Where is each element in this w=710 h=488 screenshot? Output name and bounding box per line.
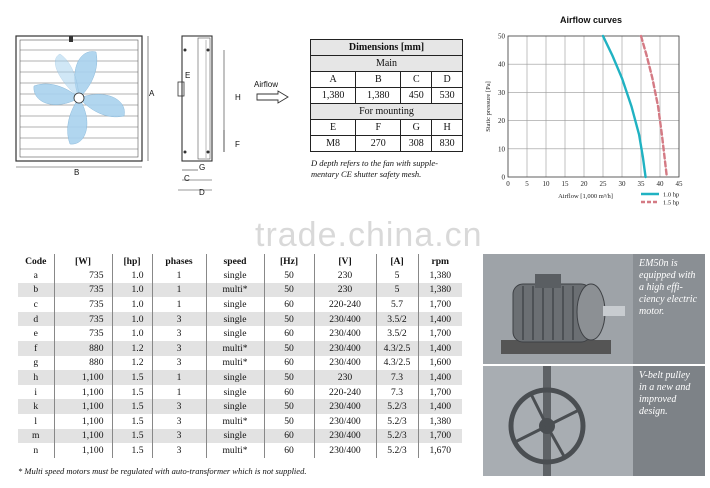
spec-cell: 3 (152, 414, 206, 429)
spec-row (18, 414, 462, 429)
y-tick-label: 0 (501, 173, 505, 182)
spec-cell: multi* (206, 341, 264, 356)
dim-value: 308 (401, 136, 432, 152)
spec-cell: 230/400 (314, 326, 376, 341)
spec-cell: 5.7 (376, 297, 418, 312)
spec-cell: e (33, 328, 38, 340)
dim-value: M8 (311, 136, 356, 152)
spec-cell: 1,100 (54, 414, 112, 429)
spec-cell: 7.3 (376, 370, 418, 385)
spec-row (18, 399, 462, 414)
spec-cell: 60 (264, 356, 314, 371)
spec-cell: 60 (264, 385, 314, 400)
spec-cell: 50 (264, 283, 314, 298)
spec-cell: 5.2/3 (376, 399, 418, 414)
pulley-caption (639, 370, 690, 418)
spec-cell: 880 (54, 341, 112, 356)
spec-cell: 230 (314, 268, 376, 283)
spec-cell: 220-240 (314, 297, 376, 312)
spec-footnote: * Multi speed motors must be regulated with auto-transformer which is not supplied. (18, 466, 307, 476)
dim-value: 270 (356, 136, 401, 152)
spec-cell: 1 (152, 370, 206, 385)
spec-cell: single (206, 297, 264, 312)
spec-row (18, 341, 462, 356)
dim-header: E (311, 120, 356, 136)
spec-cell: 1,100 (54, 399, 112, 414)
spec-header: Code (25, 255, 47, 267)
spec-cell: 1,380 (418, 268, 462, 283)
spec-cell: 3 (152, 429, 206, 444)
spec-cell: 60 (264, 326, 314, 341)
spec-cell: 5.2/3 (376, 443, 418, 458)
x-axis-label: Airflow [1,000 m³/h] (558, 193, 613, 200)
spec-cell: 230 (314, 370, 376, 385)
dim-header: F (356, 120, 401, 136)
spec-header: speed (206, 254, 264, 268)
fan-front-drawing (8, 30, 178, 180)
x-tick-label: 5 (525, 180, 529, 188)
spec-row (18, 268, 462, 283)
dim-d-label: D (199, 188, 205, 197)
caption-line: EM50n is (639, 258, 678, 269)
spec-cell: 1.5 (112, 370, 152, 385)
spec-cell: 3 (152, 443, 206, 458)
spec-cell: 3.5/2 (376, 312, 418, 327)
spec-cell: multi* (206, 414, 264, 429)
spec-cell: 60 (264, 443, 314, 458)
spec-header: [V] (314, 254, 376, 268)
dim-header: C (401, 72, 432, 88)
spec-cell: single (206, 429, 264, 444)
spec-cell: 3 (152, 312, 206, 327)
spec-cell: i (34, 386, 38, 398)
pulley-image (483, 366, 633, 476)
series-line-0 (603, 36, 646, 177)
spec-cell: single (206, 399, 264, 414)
spec-cell: 7.3 (376, 385, 418, 400)
motor-photo-panel (483, 254, 705, 364)
dimensions-table (310, 39, 463, 152)
spec-cell: 3 (152, 356, 206, 371)
dim-value: 530 (432, 88, 463, 104)
y-tick-label: 20 (498, 117, 505, 126)
spec-cell: 880 (54, 356, 112, 371)
caption-line: ciency electric (639, 294, 698, 305)
spec-cell: 230 (314, 283, 376, 298)
spec-cell: 1,700 (418, 326, 462, 341)
spec-cell: a (33, 269, 38, 281)
spec-cell: 1,400 (418, 370, 462, 385)
dimensions-note (311, 158, 481, 180)
spec-cell: single (206, 312, 264, 327)
spec-header: [A] (376, 254, 418, 268)
spec-cell: 1.5 (112, 443, 152, 458)
spec-cell: 1,100 (54, 443, 112, 458)
caption-line: V-belt pulley (639, 370, 690, 381)
note-line: D depth refers to the fan with supple- (311, 158, 438, 168)
spec-cell: multi* (206, 283, 264, 298)
spec-cell: 230/400 (314, 443, 376, 458)
fan-side-drawing (168, 30, 248, 200)
dim-g-label: G (199, 163, 206, 172)
spec-cell: 1.0 (112, 268, 152, 283)
spec-cell: 1,670 (418, 443, 462, 458)
spec-cell: h (18, 370, 54, 385)
caption-line: improved (639, 394, 677, 405)
spec-cell: c (33, 298, 38, 310)
pulley-photo-panel (483, 366, 705, 476)
spec-cell: 5 (376, 283, 418, 298)
spec-cell: 735 (54, 283, 112, 298)
dim-a-label: A (149, 89, 155, 98)
x-tick-label: 40 (656, 180, 664, 188)
spec-cell: 50 (264, 414, 314, 429)
spec-row (18, 283, 462, 298)
spec-cell: m (18, 429, 54, 444)
spec-header-row (18, 254, 462, 268)
spec-header: phases (152, 254, 206, 268)
spec-cell: 50 (264, 370, 314, 385)
airflow-arrow-icon (256, 90, 290, 104)
spec-row (18, 385, 462, 400)
spec-cell: 1 (152, 283, 206, 298)
spec-cell: 4.3/2.5 (376, 341, 418, 356)
spec-cell: l (34, 415, 38, 427)
spec-cell: 220-240 (314, 385, 376, 400)
y-tick-label: 30 (498, 88, 505, 97)
spec-row (18, 326, 462, 341)
spec-cell: 4.3/2.5 (376, 356, 418, 371)
spec-cell: n (33, 444, 39, 456)
x-tick-label: 15 (561, 180, 569, 188)
dim-header: B (356, 72, 401, 88)
spec-cell: 1 (152, 268, 206, 283)
spec-cell: 3 (152, 341, 206, 356)
spec-row (18, 429, 462, 444)
dim-c-label: C (184, 174, 190, 183)
dim-header: A (311, 72, 356, 88)
dim-value: 1,380 (356, 88, 401, 104)
series-line-1 (641, 36, 667, 177)
dim-b-label: B (74, 168, 80, 177)
watermark: trade.china.cn (255, 216, 483, 254)
legend-label: 1.5 hp (663, 199, 680, 207)
spec-header: rpm (418, 254, 462, 268)
spec-cell: d (18, 312, 54, 327)
spec-cell: single (206, 385, 264, 400)
spec-cell: 1.5 (112, 414, 152, 429)
x-tick-label: 20 (580, 180, 588, 188)
spec-cell: 735 (54, 297, 112, 312)
spec-cell: 1.0 (112, 312, 152, 327)
spec-cell: 230/400 (314, 414, 376, 429)
spec-row (18, 356, 462, 371)
spec-header: [hp] (112, 254, 152, 268)
x-tick-label: 25 (599, 180, 607, 188)
spec-cell: 1.0 (112, 283, 152, 298)
spec-cell: 50 (264, 341, 314, 356)
dim-header: G (401, 120, 432, 136)
main-label: Main (311, 56, 463, 72)
dim-value: 450 (401, 88, 432, 104)
spec-cell: 230/400 (314, 341, 376, 356)
spec-cell: 1,100 (54, 429, 112, 444)
spec-cell: 1,400 (418, 341, 462, 356)
spec-cell: 1 (152, 297, 206, 312)
spec-cell: 1,100 (54, 385, 112, 400)
spec-cell: f (18, 341, 54, 356)
spec-cell: 5.2/3 (376, 429, 418, 444)
spec-cell: 1.0 (112, 297, 152, 312)
spec-cell: 1.5 (112, 399, 152, 414)
airflow-chart (478, 26, 706, 220)
spec-cell: 5 (376, 268, 418, 283)
x-tick-label: 35 (637, 180, 645, 188)
spec-cell: 1,400 (418, 399, 462, 414)
spec-cell: 230/400 (314, 356, 376, 371)
x-tick-label: 10 (542, 180, 550, 188)
chart-title: Airflow curves (560, 15, 623, 25)
spec-cell: 50 (264, 399, 314, 414)
legend-label: 1.0 hp (663, 191, 680, 199)
spec-cell: 1,100 (54, 370, 112, 385)
spec-cell: b (18, 283, 54, 298)
spec-cell: 230/400 (314, 429, 376, 444)
x-tick-label: 30 (618, 180, 626, 188)
dim-f-label: F (235, 140, 240, 149)
dimensions-title: Dimensions [mm] (311, 40, 463, 56)
dim-value: 1,380 (311, 88, 356, 104)
spec-cell: 1,700 (418, 429, 462, 444)
spec-table (18, 240, 462, 458)
spec-header: [W] (54, 254, 112, 268)
spec-row (18, 443, 462, 458)
spec-cell: single (206, 370, 264, 385)
spec-row (18, 312, 462, 327)
spec-cell: multi* (206, 356, 264, 371)
plot-frame (508, 36, 679, 177)
spec-cell: 735 (54, 326, 112, 341)
spec-cell: single (206, 268, 264, 283)
y-tick-label: 40 (498, 60, 505, 69)
spec-cell: 50 (264, 312, 314, 327)
dim-e-label: E (185, 71, 191, 80)
spec-cell: k (18, 399, 54, 414)
airflow-label: Airflow (254, 80, 279, 89)
spec-cell: 1.2 (112, 356, 152, 371)
spec-cell: 3.5/2 (376, 326, 418, 341)
x-tick-label: 0 (506, 180, 510, 188)
caption-line: motor. (639, 306, 665, 317)
spec-cell: 3 (152, 326, 206, 341)
spec-row (18, 297, 462, 312)
dim-header: D (432, 72, 463, 88)
spec-cell: 1.5 (112, 385, 152, 400)
spec-cell: 1.5 (112, 429, 152, 444)
spec-cell: 1,380 (418, 414, 462, 429)
y-axis-label: Static pressure [Pa] (485, 81, 492, 132)
spec-cell: 1,700 (418, 297, 462, 312)
spec-cell: 5.2/3 (376, 414, 418, 429)
spec-cell: 1 (152, 385, 206, 400)
spec-cell: 3 (152, 399, 206, 414)
spec-row (18, 370, 462, 385)
spec-cell: 1,400 (418, 312, 462, 327)
spec-cell: 60 (264, 297, 314, 312)
motor-caption (639, 258, 697, 318)
spec-cell: single (206, 326, 264, 341)
caption-line: a high effi- (639, 282, 683, 293)
spec-cell: 50 (264, 268, 314, 283)
dim-header: H (432, 120, 463, 136)
spec-cell: g (33, 357, 39, 369)
y-tick-label: 50 (498, 32, 505, 41)
spec-cell: 60 (264, 429, 314, 444)
motor-image (483, 254, 633, 364)
spec-cell: 230/400 (314, 312, 376, 327)
spec-cell: 1,380 (418, 283, 462, 298)
caption-line: equipped with (639, 270, 696, 281)
spec-cell: 1.2 (112, 341, 152, 356)
x-tick-label: 45 (675, 180, 683, 188)
dim-value: 830 (432, 136, 463, 152)
spec-cell: multi* (206, 443, 264, 458)
dim-h-label: H (235, 93, 241, 102)
spec-header: [Hz] (264, 254, 314, 268)
mount-label: For mounting (311, 104, 463, 120)
note-line: mentary CE shutter safety mesh. (311, 169, 422, 179)
spec-cell: 735 (54, 312, 112, 327)
spec-cell: 230/400 (314, 399, 376, 414)
caption-line: in a new and (639, 382, 691, 393)
caption-line: design. (639, 406, 668, 417)
y-tick-label: 10 (498, 145, 505, 154)
spec-cell: 1,600 (418, 356, 462, 371)
spec-cell: 735 (54, 268, 112, 283)
spec-cell: 1,700 (418, 385, 462, 400)
spec-cell: 1.0 (112, 326, 152, 341)
